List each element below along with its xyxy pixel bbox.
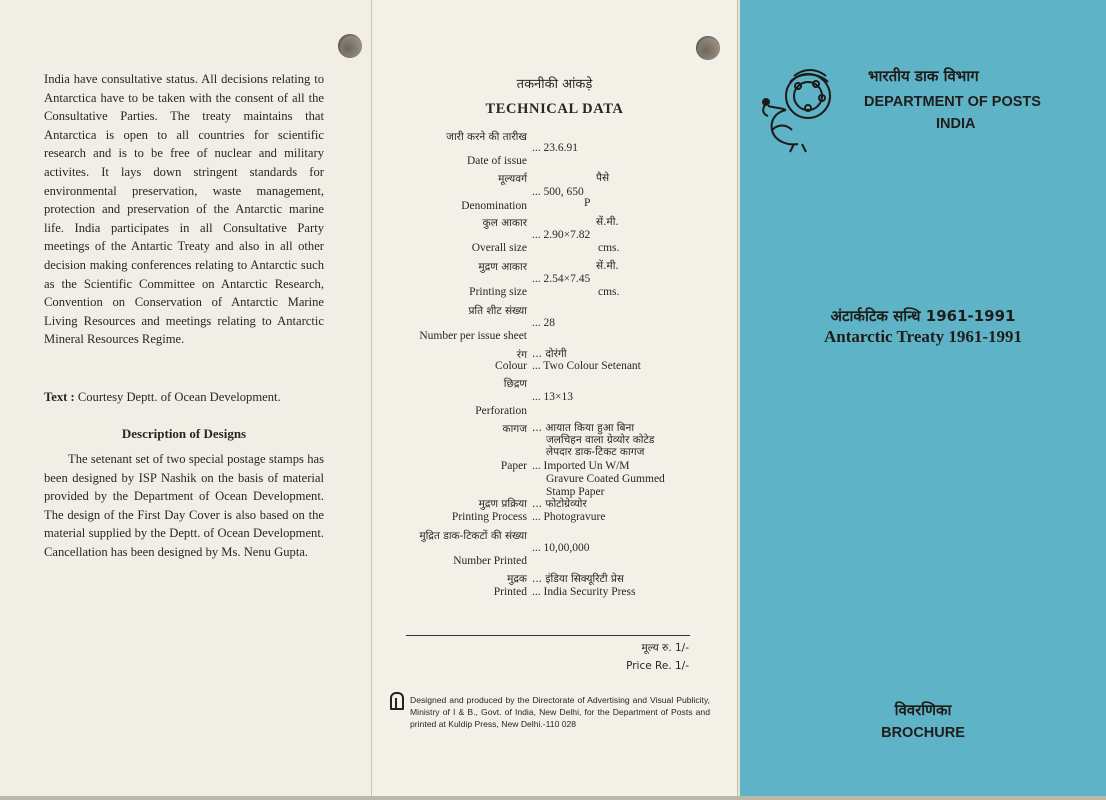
technical-data-title: TECHNICAL DATA	[485, 101, 624, 117]
td-value: Stamp Paper	[546, 486, 605, 498]
td-label-hi: जारी करने की तारीख	[446, 131, 527, 143]
td-label-hi: मुद्रण आकार	[478, 261, 527, 273]
td-value: ... 28	[532, 317, 555, 329]
credit-text: Designed and produced by the Directorate of Advertising and Visual Publicity, Ministry of I & B., Govt. of India, New Delhi, for the Department of Posts and printed at Kuldip Press, New Delhi.-110 028	[410, 695, 710, 729]
td-label-hi: कागज	[502, 423, 527, 435]
dav-logo-icon	[390, 692, 404, 710]
td-value: Gravure Coated Gummed	[546, 473, 665, 485]
td-value-hi: ... इंडिया सिक्यूरिटी प्रेस	[532, 573, 624, 585]
technical-data-panel	[372, 0, 738, 796]
td-label-hi: मूल्यवर्ग	[498, 173, 527, 185]
td-value: ... 2.54×7.45	[532, 273, 591, 285]
text-label: Text :	[44, 390, 75, 404]
department-hindi: भारतीय डाक विभाग	[868, 67, 979, 85]
td-label: Date of issue	[466, 155, 527, 167]
td-value-hi: सें.मी.	[596, 260, 619, 272]
td-value: ... 10,00,000	[532, 542, 590, 554]
td-label-hi: प्रति शीट संख्या	[468, 305, 527, 317]
td-value: ... India Security Press	[532, 586, 636, 598]
td-label-hi: मुद्रक	[507, 573, 527, 585]
text-courtesy-line	[44, 388, 324, 407]
td-label-hi: मुद्रण प्रक्रिया	[478, 498, 527, 510]
country-name: INDIA	[936, 116, 976, 132]
td-value-hi: ... आयात किया हुआ बिना	[532, 422, 635, 434]
text-courtesy: Courtesy Deptt. of Ocean Development.	[77, 390, 281, 404]
title-english: Antarctic Treaty 1961-1991	[824, 327, 1022, 346]
td-value-hi: सें.मी.	[596, 216, 619, 228]
td-value-extra: cms.	[598, 286, 620, 298]
td-value: ... Two Colour Setenant	[532, 360, 641, 372]
brochure-hindi: विवरणिका	[894, 701, 952, 719]
td-label-hi: छिद्रण	[503, 378, 527, 390]
td-value-hi: पैसे	[596, 172, 610, 184]
left-panel	[0, 0, 372, 796]
td-label-hi: कुल आकार	[482, 217, 527, 229]
td-label: Printing Process	[451, 511, 527, 523]
price-hindi: मूल्य रु. 1/-	[641, 642, 689, 654]
price-english: Price Re. 1/-	[626, 660, 689, 672]
td-value-extra: P	[584, 197, 591, 209]
td-label: Printing size	[469, 286, 527, 298]
cover-panel	[738, 0, 1106, 796]
td-value-hi: जलचिहन वाला ग्रेव्योर कोटेड	[546, 434, 655, 446]
brochure-label: BROCHURE	[881, 725, 965, 741]
td-value: ... Photogravure	[532, 511, 606, 523]
td-value-hi: ... दोरंगी	[532, 348, 567, 360]
punch-hole	[338, 34, 362, 58]
td-label: Printed	[493, 586, 527, 598]
td-value: ... 13×13	[532, 391, 573, 403]
title-hindi: अंटार्कटिक सन्धि 1961-1991	[830, 307, 1016, 325]
description-heading: Description of Designs	[121, 426, 247, 441]
td-value: ... 23.6.91	[532, 142, 578, 154]
treaty-paragraph: India have consultative status. All decisions relating to Antarctica have to be taken with the consent of all the Consultative Parties. The treaty maintains that Antarctica is open to all countries for scientific research and is to be free of nuclear and military activites. It lays down stringent standards for environmental preservation, waste management, protection and preservation of the Antarctic marine life. India participates in all Consultative Party meetings of the Antartic Treaty and also in all other decision making conferences relating to Antarctic such as the Scientific Committee on Antarctic Research, Convention on Conservation of Antarctic Marine Living Resources and meetings relating to Antarctic Mineral Resources Regime.	[44, 72, 324, 347]
td-value: ... Imported Un W/M	[532, 460, 630, 472]
td-label: Denomination	[461, 200, 527, 212]
technical-data-hindi-title: तकनीकी आंकड़े	[516, 77, 593, 92]
td-value: ... 2.90×7.82	[532, 229, 591, 241]
td-value-hi: ... फोटोग्रेव्योर	[532, 498, 587, 510]
td-label: Paper	[500, 460, 527, 472]
divider-line	[406, 635, 690, 636]
department-name: DEPARTMENT OF POSTS	[864, 94, 1041, 110]
punch-hole	[696, 36, 720, 60]
td-value-extra: cms.	[598, 242, 620, 254]
td-value: ... 500, 650	[532, 186, 584, 198]
td-label-hi: रंग	[516, 349, 527, 361]
td-label-hi: मुद्रित डाक-टिकटों की संख्या	[419, 530, 527, 542]
td-label: Number per issue sheet	[419, 330, 527, 342]
peacock-emblem-icon	[756, 64, 852, 156]
td-value-hi: लेपदार डाक-टिकट कागज	[546, 446, 645, 458]
description-paragraph: The setenant set of two special postage stamps has been designed by ISP Nashik on the basis of material provided by the Department of Ocean Development. The design of the First Day Cover is also based on the material supplied by the Deptt. of Ocean Development. Cancellation has been designed by Ms. Nenu Gupta.	[44, 452, 324, 559]
td-label: Number Printed	[453, 555, 527, 567]
td-label: Overall size	[471, 242, 527, 254]
td-label: Colour	[495, 360, 527, 372]
td-label: Perforation	[475, 405, 527, 417]
